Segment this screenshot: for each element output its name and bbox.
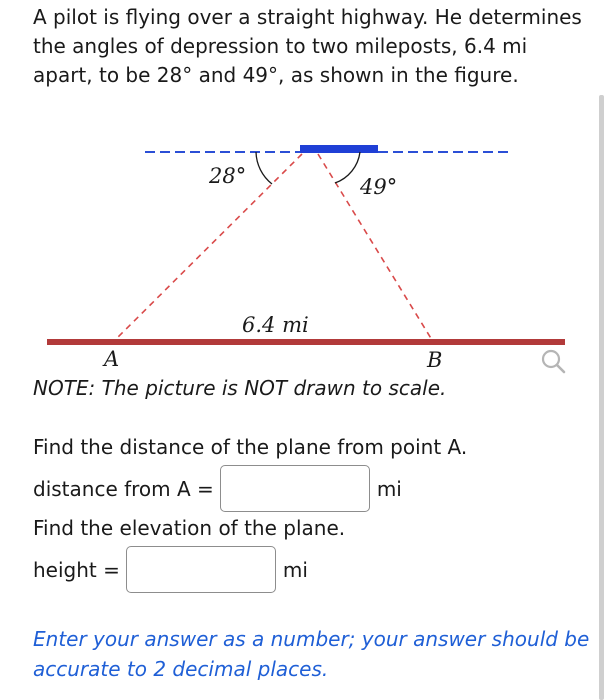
scrollbar[interactable] bbox=[599, 95, 604, 700]
distance-row bbox=[33, 465, 402, 512]
angle-b-label: 49° bbox=[360, 175, 398, 199]
angle-a-label: 28° bbox=[209, 164, 247, 188]
question-2-text: Find the elevation of the plane. bbox=[33, 516, 346, 540]
figure-note: NOTE: The picture is NOT drawn to scale. bbox=[33, 376, 447, 400]
angle-arc-b bbox=[335, 152, 360, 183]
point-a-label: A bbox=[104, 347, 120, 371]
height-unit: mi bbox=[282, 557, 308, 582]
distance-input[interactable] bbox=[220, 465, 370, 512]
height-row bbox=[33, 546, 308, 593]
angle-arc-a bbox=[256, 152, 272, 184]
problem-statement: A pilot is flying over a straight highway. He determines the angles of depression to two mileposts, 6.4 mi apart, to be 28° and 49°, as shown in the figure. bbox=[33, 5, 582, 87]
point-b-label: B bbox=[427, 348, 443, 372]
distance-label-text: distance from A = bbox=[33, 476, 214, 501]
height-input[interactable] bbox=[126, 546, 276, 593]
height-label-text: height = bbox=[33, 557, 120, 582]
plane bbox=[300, 145, 378, 153]
distance-unit: mi bbox=[376, 476, 402, 501]
answer-instructions: Enter your answer as a number; your answer should be accurate to 2 decimal places. bbox=[33, 627, 590, 681]
question-1-text: Find the distance of the plane from point A. bbox=[33, 435, 468, 459]
magnifier-icon[interactable] bbox=[538, 347, 568, 377]
highway bbox=[47, 339, 565, 345]
distance-label: 6.4 mi bbox=[242, 313, 309, 337]
